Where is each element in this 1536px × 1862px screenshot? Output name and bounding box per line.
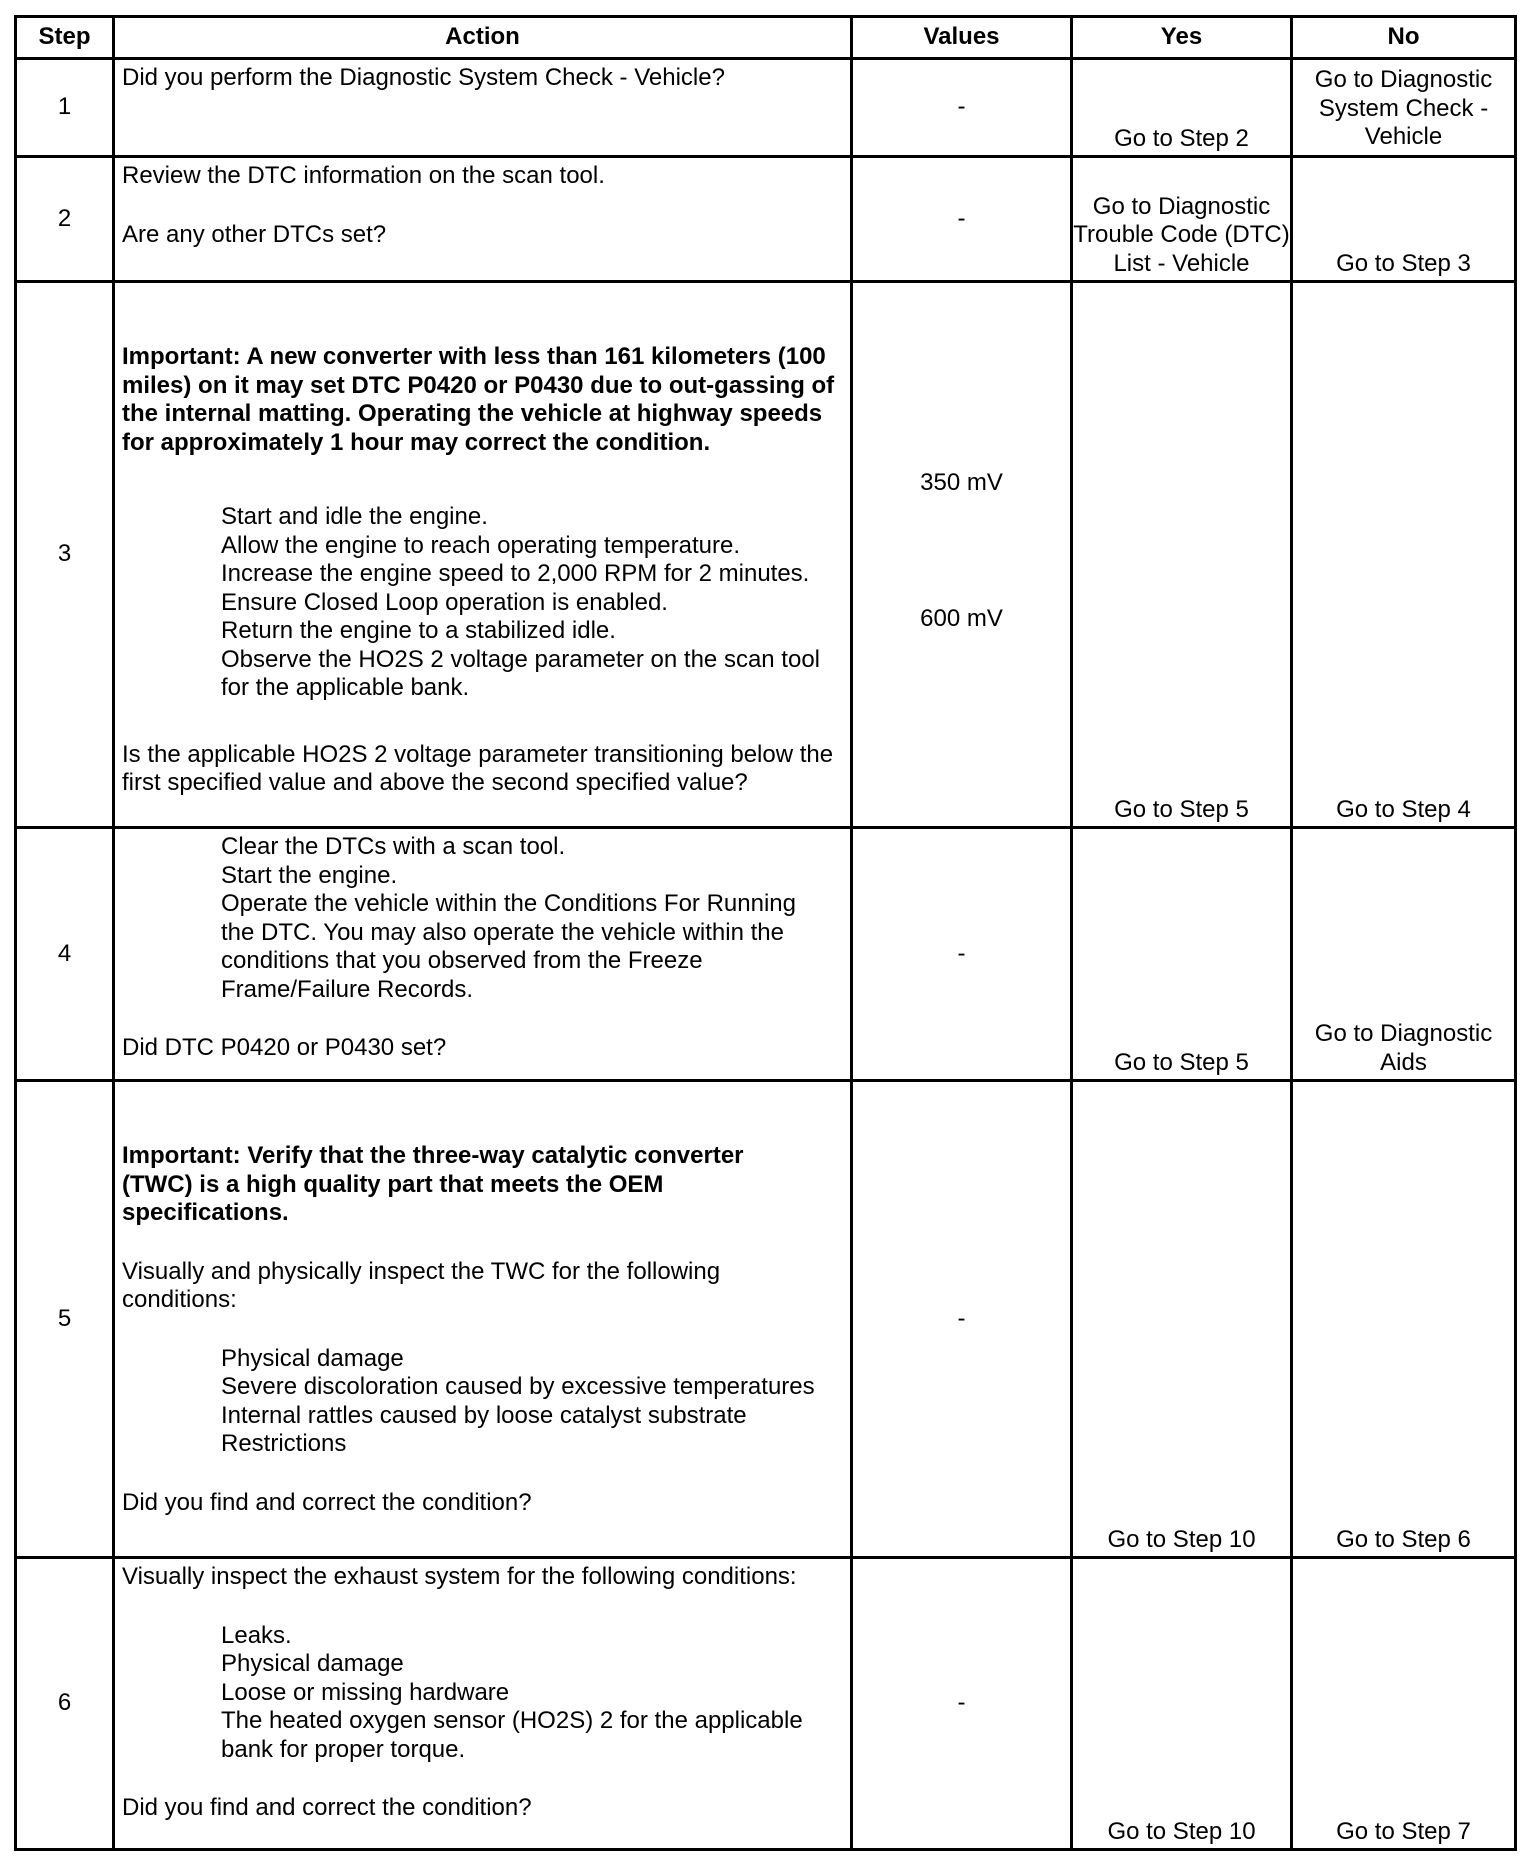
header-no: No: [1292, 17, 1516, 59]
value-1: 350 mV: [920, 469, 1003, 496]
procedure-item: Restrictions: [221, 1430, 347, 1457]
yes-cell: Go to Step 10: [1072, 1081, 1292, 1558]
procedure-list: [122, 1622, 842, 1765]
step-number: 2: [16, 157, 114, 282]
step-number: 4: [16, 828, 114, 1081]
header-step: Step: [16, 17, 114, 59]
values-cell: -: [852, 1558, 1072, 1850]
procedure-item: Severe discoloration caused by excessive temperatures: [221, 1373, 815, 1400]
no-cell: Go to Step 7: [1292, 1558, 1516, 1850]
action-cell: [114, 1081, 852, 1558]
step-number: 5: [16, 1081, 114, 1558]
table-row-step-1: [16, 59, 1516, 157]
no-cell: Go to Step 4: [1292, 282, 1516, 828]
procedure-item: Return the engine to a stabilized idle.: [221, 617, 616, 644]
step-number: 1: [16, 59, 114, 157]
diagnostic-table: [14, 15, 1517, 1851]
procedure-item: Leaks.: [221, 1621, 292, 1649]
procedure-item: Physical damage: [221, 1344, 404, 1372]
no-cell: Go to Step 6: [1292, 1081, 1516, 1558]
yes-cell: Go to Step 5: [1072, 282, 1292, 828]
no-cell: Go to Diagnostic Aids: [1292, 828, 1516, 1081]
action-question: Did you find and correct the condition?: [122, 1488, 532, 1516]
step-number: 3: [16, 282, 114, 828]
procedure-item: Ensure Closed Loop operation is enabled.: [221, 588, 668, 616]
action-question: Did you find and correct the condition?: [122, 1794, 532, 1821]
action-question: Is the applicable HO2S 2 voltage parameter transitioning below the first specified value and above the second specified value?: [122, 740, 834, 796]
header-values: Values: [852, 17, 1072, 59]
procedure-item: Operate the vehicle within the Conditions For Running the DTC. You may also operate the vehicle within the conditions that you observed from the Freeze Frame/Failure Records.: [221, 890, 796, 1003]
procedure-item: Clear the DTCs with a scan tool.: [221, 833, 566, 860]
table-row-step-4: [16, 828, 1516, 1081]
values-cell: -: [852, 1081, 1072, 1558]
action-cell: [114, 282, 852, 828]
values-cell: [852, 282, 1072, 828]
action-intro: Visually inspect the exhaust system for the following conditions:: [122, 1563, 797, 1590]
yes-cell: Go to Step 2: [1072, 59, 1292, 157]
no-cell: Go to Diagnostic System Check - Vehicle: [1292, 59, 1516, 157]
important-note: Important: Verify that the three-way catalytic converter (TWC) is a high quality part that meets the OEM specifications.: [122, 1142, 744, 1226]
procedure-item: Physical damage: [221, 1650, 404, 1677]
action-intro: Review the DTC information on the scan tool.: [122, 162, 605, 189]
value-2: 600 mV: [920, 604, 1003, 632]
procedure-item: Increase the engine speed to 2,000 RPM for 2 minutes.: [221, 560, 810, 587]
step-number: 6: [16, 1558, 114, 1850]
header-action: Action: [114, 17, 852, 59]
procedure-item: Loose or missing hardware: [221, 1678, 510, 1706]
header-yes: Yes: [1072, 17, 1292, 59]
action-cell: [114, 1558, 852, 1850]
table-row-step-2: [16, 157, 1516, 282]
yes-cell: Go to Diagnostic Trouble Code (DTC) List - Vehicle: [1072, 157, 1292, 282]
values-cell: -: [852, 59, 1072, 157]
action-question: Did DTC P0420 or P0430 set?: [122, 1034, 447, 1061]
procedure-item: Start the engine.: [221, 861, 398, 889]
action-intro: Visually and physically inspect the TWC for the following conditions:: [122, 1257, 721, 1313]
important-note: Important: A new converter with less than 161 kilometers (100 miles) on it may set DTC P0420 or P0430 due to out-gassing of the internal matting. Operating the vehicle at highway speeds for approximately 1 hour may correct the condition.: [122, 343, 835, 456]
yes-cell: Go to Step 5: [1072, 828, 1292, 1081]
procedure-list: [122, 503, 842, 703]
header-row: [16, 17, 1516, 59]
diagnostic-table-page: [14, 15, 1516, 1854]
procedure-item: Start and idle the engine.: [221, 503, 488, 530]
table-row-step-6: [16, 1558, 1516, 1850]
action-question: Are any other DTCs set?: [122, 220, 387, 248]
yes-cell: Go to Step 10: [1072, 1558, 1292, 1850]
procedure-list: [122, 1345, 842, 1459]
action-cell: [114, 828, 852, 1081]
values-cell: -: [852, 157, 1072, 282]
action-question: Did you perform the Diagnostic System Check - Vehicle?: [122, 64, 725, 91]
procedure-item: The heated oxygen sensor (HO2S) 2 for the applicable bank for proper torque.: [221, 1707, 803, 1763]
procedure-item: Allow the engine to reach operating temperature.: [221, 531, 740, 559]
no-cell: Go to Step 3: [1292, 157, 1516, 282]
procedure-item: Internal rattles caused by loose catalyst substrate: [221, 1401, 747, 1429]
action-cell: [114, 157, 852, 282]
table-row-step-3: [16, 282, 1516, 828]
table-row-step-5: [16, 1081, 1516, 1558]
procedure-list: [122, 833, 842, 1004]
procedure-item: Observe the HO2S 2 voltage parameter on the scan tool for the applicable bank.: [221, 645, 821, 701]
action-cell: [114, 59, 852, 157]
values-cell: -: [852, 828, 1072, 1081]
